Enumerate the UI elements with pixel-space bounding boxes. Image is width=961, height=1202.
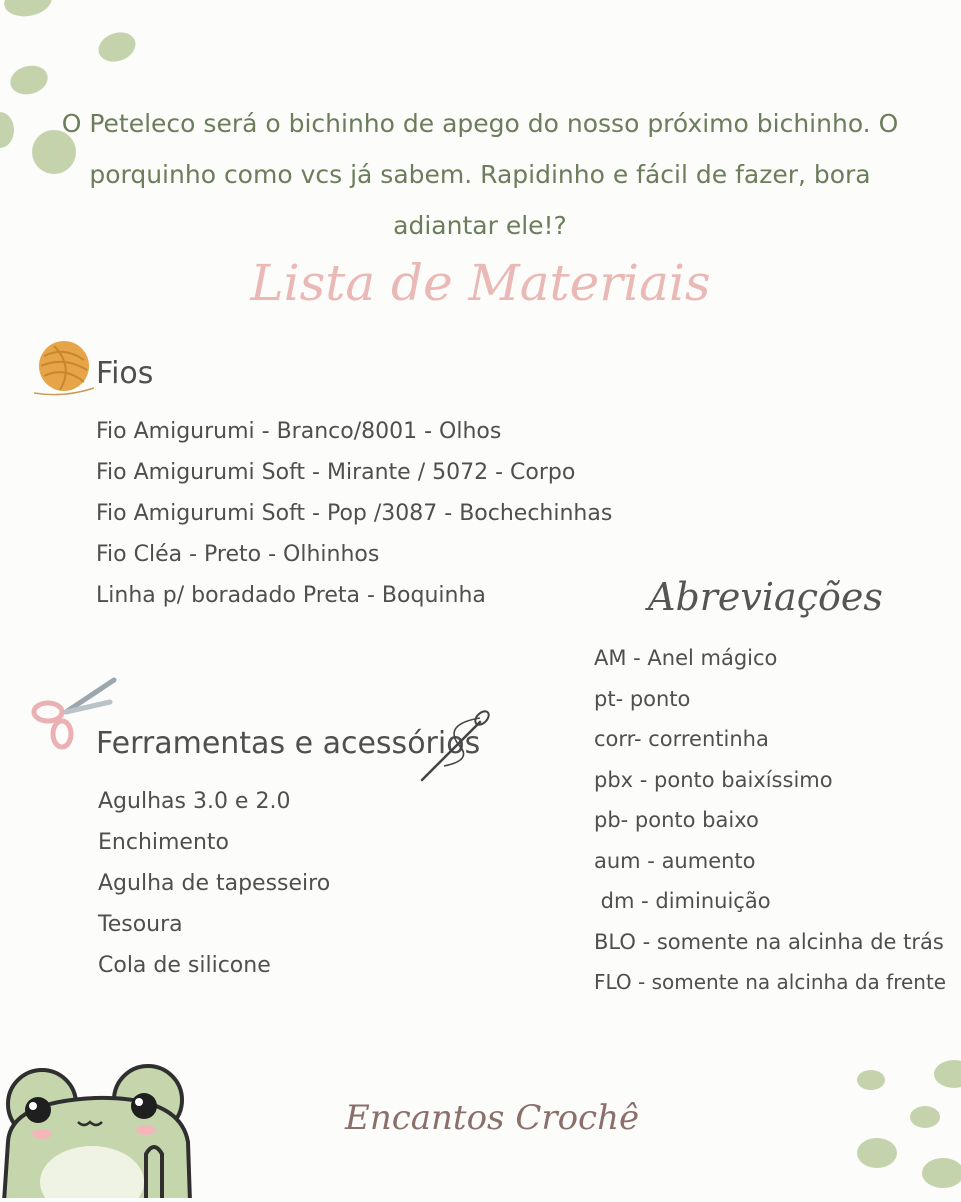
list-item: Fio Amigurumi Soft - Pop /3087 - Bochechinhas	[96, 501, 613, 526]
list-item: Agulhas 3.0 e 2.0	[98, 789, 291, 814]
list-item: Agulha de tapesseiro	[98, 871, 331, 896]
tools-list	[98, 781, 330, 986]
list-item: aum - aumento	[594, 848, 756, 873]
decorative-dot	[2, 0, 54, 20]
yarn-list	[96, 411, 612, 616]
materials-title: Lista de Materiais	[250, 254, 711, 312]
list-item: dm - diminuição	[594, 889, 771, 913]
list-item: Linha p/ boradado Preta - Boquinha	[96, 583, 486, 608]
list-item: BLO - somente na alcinha de trás	[594, 929, 944, 954]
abbreviations-heading: Abreviações	[648, 575, 883, 619]
yarn-ball-icon	[34, 338, 96, 400]
decorative-dot	[0, 112, 14, 148]
tools-heading: Ferramentas e acessórios	[96, 726, 481, 761]
list-item: AM - Anel mágico	[594, 646, 778, 670]
intro-text: O Peteleco será o bichinho de apego do nosso próximo bichinho. O porquinho como vcs já sabem. Rapidinho e fácil de fazer, bora adiantar ele!?	[61, 109, 899, 240]
list-item: pt- ponto	[594, 686, 691, 711]
list-item: Fio Cléa - Preto - Olhinhos	[96, 542, 380, 567]
frog-illustration	[0, 1062, 200, 1198]
list-item: Cola de silicone	[98, 953, 271, 978]
list-item: pb- ponto baixo	[594, 808, 759, 832]
list-item: Fio Amigurumi - Branco/8001 - Olhos	[96, 419, 502, 444]
list-item: Tesoura	[98, 912, 183, 937]
decorative-dot	[922, 1158, 961, 1188]
needle-icon	[414, 704, 494, 784]
list-item: Fio Amigurumi Soft - Mirante / 5072 - Corpo	[96, 460, 576, 485]
list-item: pbx - ponto baixíssimo	[594, 767, 833, 792]
decorative-dot	[7, 62, 51, 99]
decorative-dot	[934, 1060, 961, 1088]
decorative-dot	[857, 1138, 897, 1168]
decorative-dot	[94, 27, 139, 66]
list-item: FLO - somente na alcinha da frente	[594, 970, 947, 994]
abbreviations-list	[594, 638, 946, 1003]
yarn-heading: Fios	[96, 356, 154, 391]
list-item: corr- correntinha	[594, 727, 769, 751]
decorative-dot	[910, 1106, 940, 1128]
brand-name: Encantos Crochê	[345, 1098, 640, 1138]
decorative-dot	[857, 1070, 885, 1090]
list-item: Enchimento	[98, 830, 229, 855]
